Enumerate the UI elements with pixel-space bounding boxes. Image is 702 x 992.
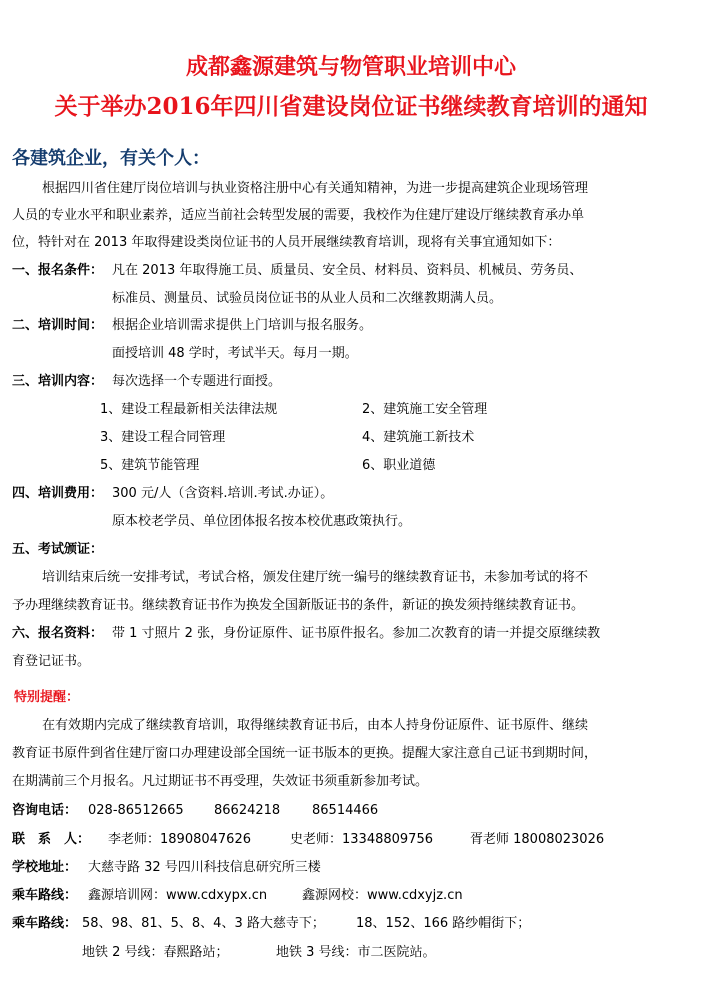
section-4-line-2: 原本校老学员、单位团体报名按本校优惠政策执行。 — [112, 514, 412, 529]
section-5-line-1: 培训结束后统一安排考试，考试合格，颁发住建厅统一编号的继续教育证书，未参加考试的将不 — [42, 570, 589, 585]
section-4-line-1: 300 元/人（含资料.培训.考试.办证）。 — [112, 486, 334, 501]
intro-line-3: 位，特针对在 2013 年取得建设类岗位证书的人员开展继续教育培训，现将有关事宜通知如下： — [12, 235, 561, 250]
website-link[interactable]: 鑫源培训网：www.cdxypx.cn — [88, 888, 268, 903]
course-item: 4、建筑施工新技术 — [362, 430, 475, 445]
contact-person: 胥老师 18008023026 — [470, 832, 605, 847]
address-text: 大慈寺路 32 号四川科技信息研究所三楼 — [88, 860, 321, 875]
section-2-line-2: 面授培训 48 学时，考试半天。每月一期。 — [112, 346, 358, 361]
section-1-line-1: 凡在 2013 年取得施工员、质量员、安全员、材料员、资料员、机械员、劳务员、 — [112, 263, 583, 278]
course-item: 5、建筑节能管理 — [100, 458, 200, 473]
bus-route: 18、152、166 路纱帽街下； — [356, 916, 531, 931]
phone-label: 咨询电话： — [12, 803, 78, 818]
notice-label: 特别提醒： — [14, 690, 80, 705]
section-2-line-1: 根据企业培训需求提供上门培训与报名服务。 — [112, 318, 373, 333]
notice-line-3: 在期满前三个月报名。凡过期证书不再受理，失效证书须重新参加考试。 — [12, 774, 429, 789]
contact-person: 李老师：18908047626 — [108, 832, 251, 847]
title-line-1: 成都鑫源建筑与物管职业培训中心 — [185, 54, 516, 80]
bus-label: 乘车路线： — [12, 916, 78, 931]
metro-route: 地铁 3 号线：市二医院站。 — [276, 945, 436, 960]
contact-person-label: 联 系 人： — [12, 832, 91, 847]
section-3-label: 三、培训内容： — [12, 374, 104, 389]
metro-route: 地铁 2 号线：春熙路站； — [82, 945, 229, 960]
section-3-line-1: 每次选择一个专题进行面授。 — [112, 374, 282, 389]
website-link[interactable]: 鑫源网校：www.cdxyjz.cn — [302, 888, 463, 903]
contact-person: 史老师：13348809756 — [290, 832, 433, 847]
title-line-2: 关于举办2016年四川省建设岗位证书继续教育培训的通知 — [54, 93, 648, 120]
intro-line-2: 人员的专业水平和职业素养，适应当前社会转型发展的需要，我校作为住建厅建设厅继续教育承办单 — [12, 208, 585, 223]
intro-line-1: 根据四川省住建厅岗位培训与执业资格注册中心有关通知精神，为进一步提高建筑企业现场管理 — [42, 181, 589, 196]
section-6-line-1: 带 1 寸照片 2 张，身份证原件、证书原件报名。参加二次教育的请一并提交原继续教 — [112, 626, 601, 641]
phone-number: 86624218 — [214, 803, 281, 818]
course-item: 3、建设工程合同管理 — [100, 430, 226, 445]
phone-number: 86514466 — [312, 803, 379, 818]
section-2-label: 二、培训时间： — [12, 318, 104, 333]
section-4-label: 四、培训费用： — [12, 486, 104, 501]
phone-number: 028-86512665 — [88, 803, 184, 818]
notice-line-2: 教育证书原件到省住建厅窗口办理建设部全国统一证书版本的更换。提醒大家注意自己证书到期时间， — [12, 746, 598, 761]
course-item: 6、职业道德 — [362, 458, 436, 473]
section-1-label: 一、报名条件： — [12, 263, 104, 278]
course-item: 2、建筑施工安全管理 — [362, 402, 488, 417]
section-6-label: 六、报名资料： — [12, 626, 104, 641]
bus-route: 58、98、81、5、8、4、3 路大慈寺下； — [82, 916, 325, 931]
section-1-line-2: 标准员、测量员、试验员岗位证书的从业人员和二次继教期满人员。 — [112, 291, 503, 306]
greeting: 各建筑企业，有关个人： — [12, 148, 210, 169]
notice-line-1: 在有效期内完成了继续教育培训，取得继续教育证书后，由本人持身份证原件、证书原件、继续 — [42, 718, 589, 733]
web-label: 乘车路线： — [12, 888, 78, 903]
course-item: 1、建设工程最新相关法律法规 — [100, 402, 278, 417]
section-5-label: 五、考试颁证： — [12, 542, 104, 557]
address-label: 学校地址： — [12, 860, 78, 875]
section-5-line-2: 予办理继续教育证书。继续教育证书作为换发全国新版证书的条件，新证的换发须持继续教育证书。 — [12, 598, 585, 613]
section-6-line-2: 育登记证书。 — [12, 654, 91, 669]
